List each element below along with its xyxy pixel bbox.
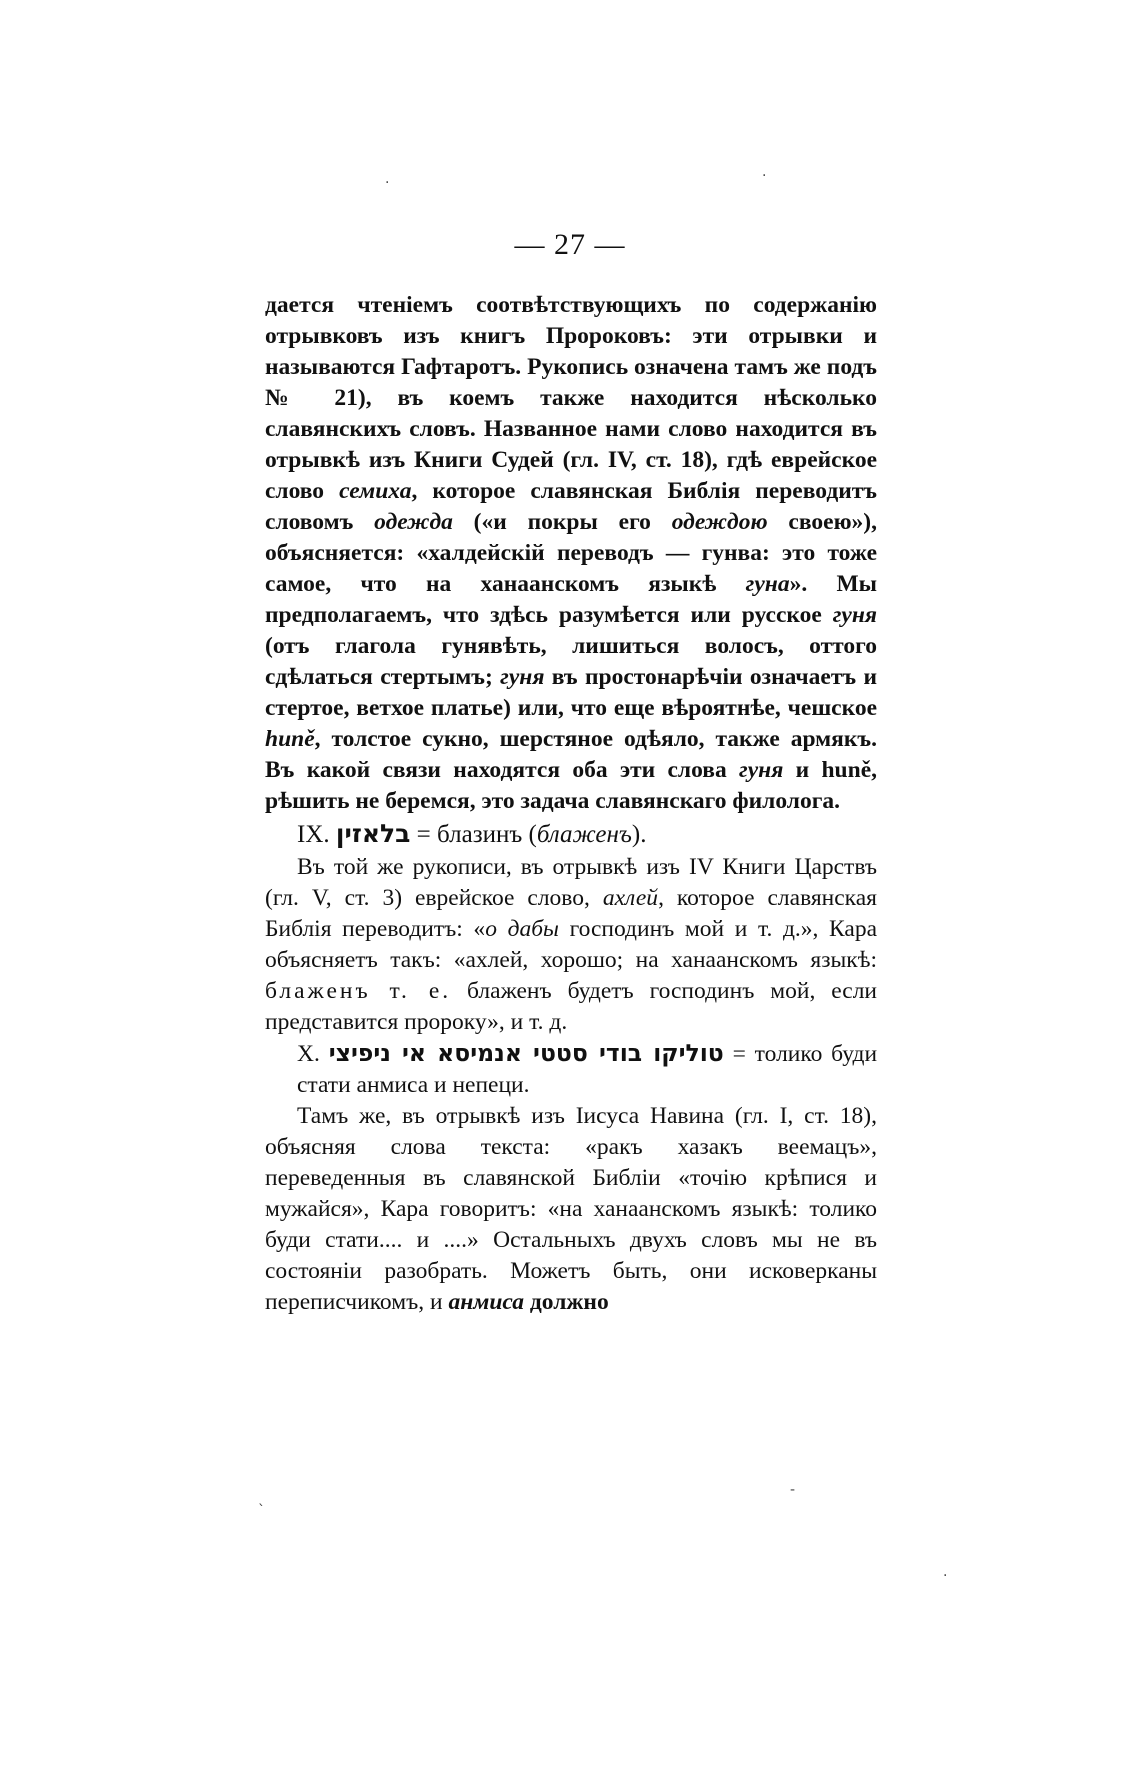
print-speck: ·: [762, 168, 767, 184]
body-text: [265, 290, 877, 1318]
print-speck: ˋ: [258, 1503, 265, 1519]
paragraph-akhlei: Въ той же рукописи, въ отрывкѣ изъ IV Книги Царствъ (гл. V, ст. 3) еврейское слово, ахлей, которое славянская Библія переводитъ: «о дабы господинъ мой и т. д.», Кара объясняетъ такъ: «ахлей, хорошо; на ханаанскомъ языкѣ: блаженъ т. е. блаженъ будетъ господинъ мой, если представится пророку», и т. д.: [265, 854, 877, 1035]
term-guna: гуна: [745, 571, 790, 597]
print-speck: ·: [385, 175, 390, 191]
section-heading-x: X. טוליקו בודי סטטי אנמיסא אי ניפיצי = толико буди стати анмиса и непеци.: [297, 1039, 878, 1098]
term-gunya-2: гуня: [500, 664, 545, 690]
term-semikha: семиха: [339, 478, 412, 504]
term-odezhdoyu: одеждою: [671, 509, 768, 535]
hebrew-phrase-toliko: טוליקו בודי סטטי אנמיסא אי ניפיצי: [328, 1039, 724, 1067]
term-o-daby: о дабы: [485, 916, 559, 942]
term-hune: huně: [265, 726, 315, 752]
section-heading-ix: IX. בלאזין = блазинъ (блаженъ).: [297, 819, 647, 848]
term-akhlei: ахлей: [602, 885, 659, 911]
paragraph-gafarot: дается чтеніемъ соотвѣтствующихъ по содержанію отрывковъ изъ книгъ Пророковъ: эти отрывки и называются Гафтаротъ. Рукопись означена тамъ же подъ № 21), въ коемъ также находится нѣсколько славянскихъ словъ. Названное нами слово находится въ отрывкѣ изъ Книги Судей (гл. IV, ст. 18), гдѣ еврейское слово семиха, которое славянская Библія переводитъ словомъ одежда («и покры его одеждою своею»), объясняется: «халдейскій переводъ — гунва: это тоже самое, что на ханаанскомъ языкѣ гуна». Мы предполагаемъ, что здѣсь разумѣется или русское гуня (отъ глагола гунявѣть, лишиться волосъ, оттого сдѣлаться стертымъ; гуня въ простонарѣчіи означаетъ и стертое, ветхое платье) или, что еще вѣроятнѣе, чешское huně, толстое сукно, шерстяное одѣяло, также армякъ. Въ какой связи находятся оба эти слова гуня и huně, рѣшить не беремся, это задача славянскаго филолога.: [265, 292, 878, 814]
print-speck: ·: [943, 1568, 948, 1584]
print-speck: -: [790, 1482, 796, 1498]
page-number: — 27 —: [514, 228, 626, 261]
term-gunya-3: гуня: [739, 757, 784, 783]
term-anmisa: анмиса: [448, 1289, 524, 1315]
hebrew-word-blazin: בלאזין: [335, 819, 411, 848]
term-odezhda: одежда: [374, 509, 453, 535]
spaced-blazhen: блаженъ т. е.: [265, 978, 452, 1004]
term-gunya: гуня: [832, 602, 877, 628]
paragraph-iisus-navin: Тамъ же, въ отрывкѣ изъ Іисуса Навина (гл. I, ст. 18), объясняя слова текста: «ракъ хазакъ веемацъ», переведенныя въ славянской Библіи «точію крѣпися и мужайся», Кара говоритъ: «на ханаанскомъ языкѣ: толико буди стати.... и ....» Остальныхъ двухъ словъ мы не въ состояніи разобрать. Можетъ быть, они исковерканы переписчикомъ, и анмиса должно: [265, 1103, 877, 1315]
